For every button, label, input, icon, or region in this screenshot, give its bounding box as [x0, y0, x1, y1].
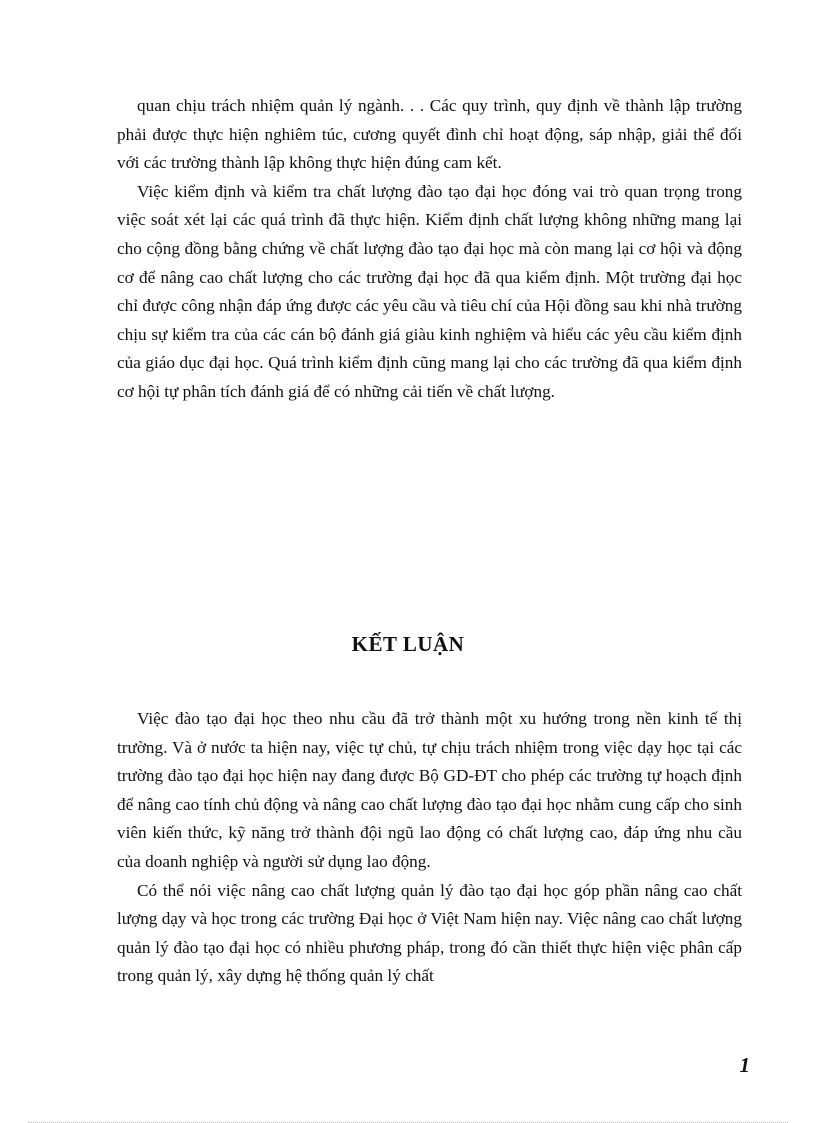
page-number: 1: [739, 1053, 750, 1077]
paragraph-conclusion-2: Có thể nói việc nâng cao chất lượng quản lý đào tạo đại học góp phần nâng cao chất lượng dạy và học trong các trường Đại học ở Việt Nam hiện nay. Việc nâng cao chất lượng quản lý đào tạo đại học có nhiều phương pháp, trong đó cần thiết thực hiện việc phân cấp trong quản lý, xây dựng hệ thống quản lý chất: [117, 880, 742, 986]
paragraph-accreditation: Việc kiểm định và kiểm tra chất lượng đào tạo đại học đóng vai trò quan trọng trong việc soát xét lại các quá trình đã thực hiện. Kiểm định chất lượng không những mang lại cho cộng đồng bằng chứng về chất lượng đào tạo đại học mà còn mang lại cơ hội và động cơ để nâng cao chất lượng cho các trường đại học đã qua kiểm định. Một trường đại học chỉ được công nhận đáp ứng được các yêu cầu và tiêu chí của Hội đồng sau khi nhà trường chịu sự kiểm tra của các cán bộ đánh giá giàu kinh nghiệm và hiểu các yêu cầu kiểm định của giáo dục đại học. Quá trình kiểm định cũng mang lại cho các trường đã qua kiểm định cơ hội tự phân tích đánh giá để có những cải tiến về chất lượng.: [117, 181, 742, 401]
body-text-conclusion: [117, 705, 742, 991]
body-text-top: [117, 92, 742, 407]
paragraph-continuation: quan chịu trách nhiệm quản lý ngành. . . Các quy trình, quy định về thành lập trường phải được thực hiện nghiêm túc, cương quyết đình chỉ hoạt động, sáp nhập, giải thể đối với các trường thành lập không thực hiện đúng cam kết.: [117, 96, 742, 173]
paragraph-conclusion-1: Việc đào tạo đại học theo nhu cầu đã trở thành một xu hướng trong nền kinh tế thị trường. Và ở nước ta hiện nay, việc tự chủ, tự chịu trách nhiệm trong việc dạy học tại các trường đào tạo đại học hiện nay đang được Bộ GD-ĐT cho phép các trường tự hoạch định để nâng cao tính chủ động và nâng cao chất lượng đào tạo đại học nhằm cung cấp cho sinh viên kiến thức, kỹ năng trở thành đội ngũ lao động có chất lượng cao, đáp ứng nhu cầu của doanh nghiệp và người sử dụng lao động.: [117, 709, 742, 871]
section-heading-conclusion: KẾT LUẬN: [351, 632, 465, 656]
